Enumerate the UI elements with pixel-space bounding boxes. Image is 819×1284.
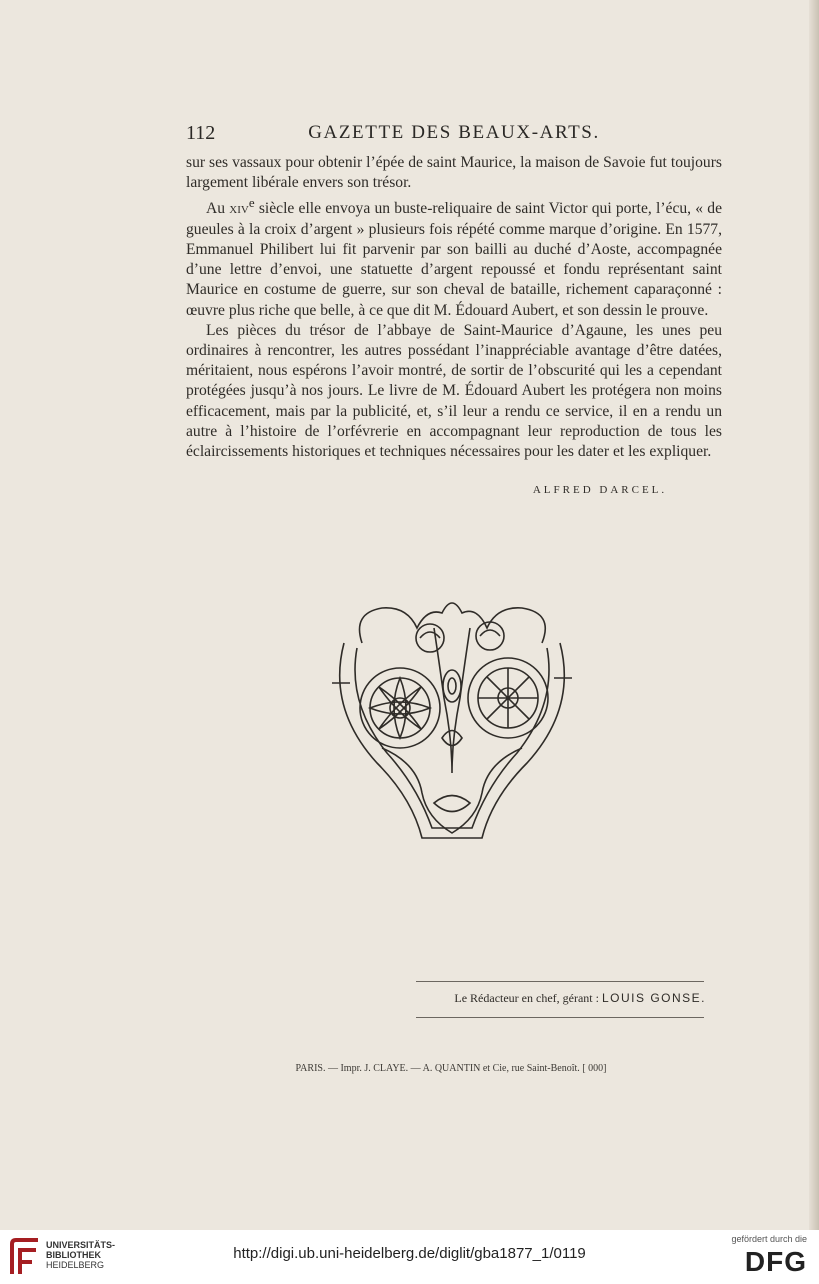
article-body: [186, 153, 722, 462]
paragraph-3: Les pièces du trésor de l’abbaye de Saint-Maurice d’Agaune, les unes peu ordinaires à rencontrer, les autres possédant l’inappréciable avantage d’être datées, méritaient, nous espérons l’avoir montré, de sortir de l’obscurité qui les a cependant protégées jusqu’à nos jours. Le livre de M. Édouard Aubert les protégera non moins efficacement, mais par la publicité, et, s’il leur a rendu ce service, il en a rendu un autre à l’histoire de l’orfévrerie en accompagnant leur reproduction de tous les éclaircissements historiques et techniques nécessaires pour les dater et les expliquer.: [186, 321, 722, 461]
century-superscript: e: [248, 195, 255, 211]
page-edge: [809, 0, 819, 1230]
editor-name: LOUIS GONSE.: [601, 991, 706, 1005]
library-line-3: HEIDELBERG: [46, 1260, 105, 1270]
funder-caption: gefördert durch die: [731, 1234, 807, 1244]
dfg-logo: DFG: [744, 1246, 807, 1277]
colophon-rule-bottom: [416, 1017, 704, 1018]
paragraph-2-text: siècle elle envoya un buste-reliquaire de saint Victor qui porte, l’écu, « de gueules à la croix d’argent » plusieurs fois répété comme marque d’origine. En 1577, Emmanuel Philibert lui fit parvenir par son bailli au duché d’Aoste, accompagnée d’une lettre d’envoi, une statuette d’argent repoussé et fondu représentant saint Maurice en costume de guerre, sur son cheval de bataille, richement caparaçonné : œuvre plus riche que belle, à ce que dit M. Édouard Aubert, et son dessin le prouve.: [186, 200, 723, 319]
editor-line: [416, 991, 706, 1006]
printer-imprint: [246, 1063, 656, 1074]
imprint-text: PARIS. — Impr. J. CLAYE. — A. QUANTIN et Cie, rue Saint-Benoît.: [295, 1063, 580, 1074]
page-number: 112: [186, 122, 216, 144]
paragraph-1: sur ses vassaux pour obtenir l’épée de saint Maurice, la maison de Savoie fut toujours largement libérale envers son trésor.: [186, 154, 722, 192]
paragraph-2: [186, 193, 722, 320]
library-line-2: BIBLIOTHEK: [46, 1250, 101, 1260]
permalink-url[interactable]: http://digi.ub.uni-heidelberg.de/diglit/gba1877_1/0119: [233, 1245, 586, 1262]
century-numeral: xiv: [229, 200, 249, 218]
author-signature: ALFRED DARCEL.: [532, 484, 668, 496]
imprint-code: [ 000]: [582, 1063, 607, 1074]
running-title: GAZETTE DES BEAUX-ARTS.: [308, 122, 600, 143]
page-header: [186, 118, 722, 148]
paragraph-2-lead: Au: [206, 200, 226, 218]
interlace-ornament-icon: [322, 588, 582, 858]
colophon-rule-top: [416, 981, 704, 982]
library-line-1: UNIVERSITÄTS-: [46, 1240, 116, 1250]
editor-label: Le Rédacteur en chef, gérant :: [454, 991, 599, 1005]
